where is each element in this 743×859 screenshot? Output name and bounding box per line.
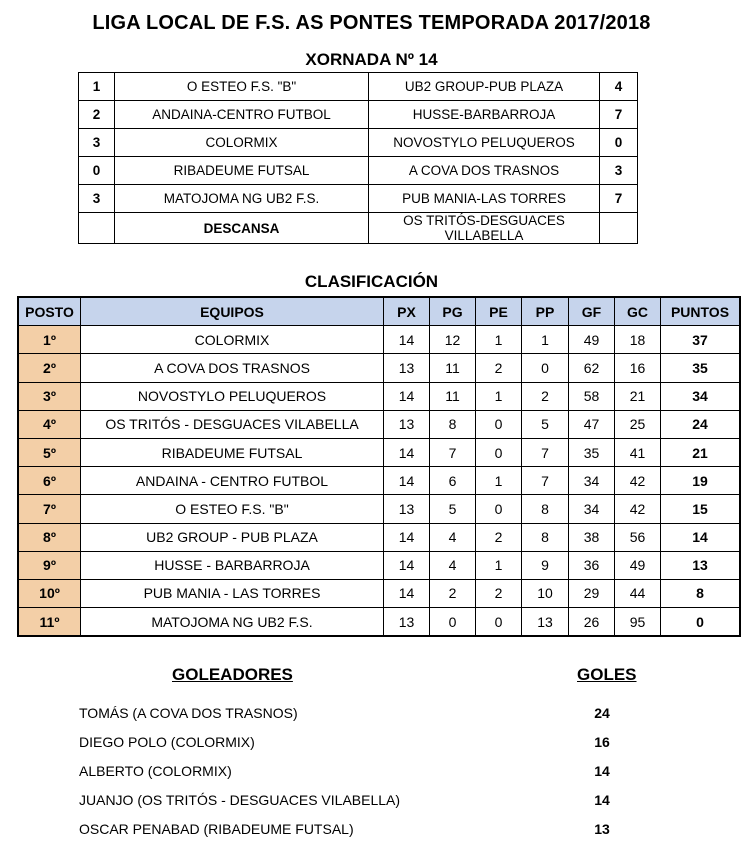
lost: 10	[522, 579, 569, 607]
played: 14	[384, 438, 430, 466]
header-gf: GF	[569, 297, 615, 326]
team-name: COLORMIX	[81, 326, 384, 354]
won: 11	[430, 354, 476, 382]
points: 15	[661, 495, 741, 523]
result-row	[79, 73, 638, 101]
points: 0	[661, 608, 741, 637]
goals-for: 47	[569, 410, 615, 438]
away-team: A COVA DOS TRASNOS	[369, 157, 600, 185]
goals-for: 38	[569, 523, 615, 551]
header-pg: PG	[430, 297, 476, 326]
team-name: UB2 GROUP - PUB PLAZA	[81, 523, 384, 551]
home-team: MATOJOMA NG UB2 F.S.	[115, 185, 369, 213]
standings-row	[18, 410, 740, 438]
drawn: 1	[476, 551, 522, 579]
goals-against: 25	[615, 410, 661, 438]
team-position: 3º	[18, 382, 81, 410]
drawn: 2	[476, 579, 522, 607]
won: 7	[430, 438, 476, 466]
played: 14	[384, 382, 430, 410]
lost: 13	[522, 608, 569, 637]
standings-row	[18, 354, 740, 382]
result-row	[79, 129, 638, 157]
page-title: LIGA LOCAL DE F.S. AS PONTES TEMPORADA 2017/2018	[92, 12, 651, 34]
standings-row	[18, 579, 740, 607]
standings-row	[18, 326, 740, 354]
team-name: ANDAINA - CENTRO FUTBOL	[81, 467, 384, 495]
goals-against: 49	[615, 551, 661, 579]
rest-label: DESCANSA	[115, 213, 369, 244]
played: 14	[384, 523, 430, 551]
away-goals: 4	[600, 73, 638, 101]
drawn: 1	[476, 326, 522, 354]
round-title: XORNADA Nº 14	[305, 50, 438, 69]
header-equipos: EQUIPOS	[81, 297, 384, 326]
standings-row	[18, 438, 740, 466]
scorer-goals: 13	[594, 821, 610, 837]
goals-for: 62	[569, 354, 615, 382]
lost: 8	[522, 523, 569, 551]
team-name: RIBADEUME FUTSAL	[81, 438, 384, 466]
won: 8	[430, 410, 476, 438]
won: 2	[430, 579, 476, 607]
standings-row	[18, 608, 740, 637]
team-name: NOVOSTYLO PELUQUEROS	[81, 382, 384, 410]
points: 8	[661, 579, 741, 607]
lost: 0	[522, 354, 569, 382]
away-goals: 7	[600, 185, 638, 213]
team-position: 8º	[18, 523, 81, 551]
goals-for: 36	[569, 551, 615, 579]
standings-row	[18, 551, 740, 579]
drawn: 1	[476, 467, 522, 495]
away-goals: 0	[600, 129, 638, 157]
goals-against: 21	[615, 382, 661, 410]
scorer-goals: 24	[594, 705, 610, 721]
drawn: 0	[476, 438, 522, 466]
rest-team: OS TRITÓS-DESGUACES VILLABELLA	[369, 213, 600, 244]
lost: 7	[522, 467, 569, 495]
goals-against: 44	[615, 579, 661, 607]
team-name: HUSSE - BARBARROJA	[81, 551, 384, 579]
result-row	[79, 185, 638, 213]
drawn: 2	[476, 354, 522, 382]
lost: 5	[522, 410, 569, 438]
lost: 7	[522, 438, 569, 466]
away-goals: 3	[600, 157, 638, 185]
drawn: 0	[476, 410, 522, 438]
drawn: 2	[476, 523, 522, 551]
goals-against: 95	[615, 608, 661, 637]
goals-against: 16	[615, 354, 661, 382]
away-team: HUSSE-BARBARROJA	[369, 101, 600, 129]
goals-for: 26	[569, 608, 615, 637]
goals-against: 42	[615, 495, 661, 523]
won: 0	[430, 608, 476, 637]
scorer-goals: 16	[594, 734, 610, 750]
standings-header-row	[18, 297, 740, 326]
header-gc: GC	[615, 297, 661, 326]
team-position: 2º	[18, 354, 81, 382]
standings-title: CLASIFICACIÓN	[304, 272, 439, 291]
home-goals: 2	[79, 101, 115, 129]
won: 4	[430, 523, 476, 551]
home-goals: 3	[79, 129, 115, 157]
scorer-goals: 14	[594, 792, 610, 808]
goals-against: 18	[615, 326, 661, 354]
home-team: O ESTEO F.S. "B"	[115, 73, 369, 101]
team-position: 5º	[18, 438, 81, 466]
goals-for: 34	[569, 467, 615, 495]
rest-row	[79, 213, 638, 244]
standings-row	[18, 382, 740, 410]
team-name: MATOJOMA NG UB2 F.S.	[81, 608, 384, 637]
points: 34	[661, 382, 741, 410]
team-position: 1º	[18, 326, 81, 354]
won: 4	[430, 551, 476, 579]
played: 13	[384, 495, 430, 523]
points: 19	[661, 467, 741, 495]
away-team: UB2 GROUP-PUB PLAZA	[369, 73, 600, 101]
points: 21	[661, 438, 741, 466]
result-row	[79, 101, 638, 129]
won: 11	[430, 382, 476, 410]
empty-cell	[600, 213, 638, 244]
points: 24	[661, 410, 741, 438]
team-position: 9º	[18, 551, 81, 579]
scorer-name: JUANJO (OS TRITÓS - DESGUACES VILABELLA)	[79, 792, 401, 808]
standings-row	[18, 495, 740, 523]
drawn: 1	[476, 382, 522, 410]
home-team: COLORMIX	[115, 129, 369, 157]
goals-against: 56	[615, 523, 661, 551]
home-team: RIBADEUME FUTSAL	[115, 157, 369, 185]
goals-for: 35	[569, 438, 615, 466]
result-row	[79, 157, 638, 185]
header-posto: POSTO	[18, 297, 81, 326]
team-name: PUB MANIA - LAS TORRES	[81, 579, 384, 607]
scorer-name: TOMÁS (A COVA DOS TRASNOS)	[79, 705, 298, 721]
scorers-title: GOLEADORES	[172, 665, 293, 684]
goals-for: 49	[569, 326, 615, 354]
won: 12	[430, 326, 476, 354]
team-name: O ESTEO F.S. "B"	[81, 495, 384, 523]
won: 6	[430, 467, 476, 495]
team-position: 6º	[18, 467, 81, 495]
points: 13	[661, 551, 741, 579]
team-position: 11º	[18, 608, 81, 637]
played: 14	[384, 551, 430, 579]
results-table	[78, 72, 638, 244]
away-team: NOVOSTYLO PELUQUEROS	[369, 129, 600, 157]
played: 14	[384, 579, 430, 607]
team-position: 7º	[18, 495, 81, 523]
team-name: A COVA DOS TRASNOS	[81, 354, 384, 382]
scorer-name: OSCAR PENABAD (RIBADEUME FUTSAL)	[79, 821, 354, 837]
standings-row	[18, 523, 740, 551]
played: 13	[384, 608, 430, 637]
points: 35	[661, 354, 741, 382]
scorer-name: ALBERTO (COLORMIX)	[79, 763, 232, 779]
lost: 1	[522, 326, 569, 354]
home-goals: 0	[79, 157, 115, 185]
points: 37	[661, 326, 741, 354]
header-pp: PP	[522, 297, 569, 326]
drawn: 0	[476, 495, 522, 523]
scorer-goals: 14	[594, 763, 610, 779]
goals-for: 29	[569, 579, 615, 607]
points: 14	[661, 523, 741, 551]
played: 14	[384, 326, 430, 354]
header-px: PX	[384, 297, 430, 326]
standings-row	[18, 467, 740, 495]
lost: 9	[522, 551, 569, 579]
scorer-name: DIEGO POLO (COLORMIX)	[79, 734, 255, 750]
empty-cell	[79, 213, 115, 244]
goals-for: 34	[569, 495, 615, 523]
home-goals: 1	[79, 73, 115, 101]
away-goals: 7	[600, 101, 638, 129]
goals-for: 58	[569, 382, 615, 410]
header-pe: PE	[476, 297, 522, 326]
standings-table	[17, 296, 741, 637]
drawn: 0	[476, 608, 522, 637]
home-team: ANDAINA-CENTRO FUTBOL	[115, 101, 369, 129]
won: 5	[430, 495, 476, 523]
lost: 8	[522, 495, 569, 523]
team-position: 4º	[18, 410, 81, 438]
team-position: 10º	[18, 579, 81, 607]
goals-title: GOLES	[577, 665, 637, 684]
lost: 2	[522, 382, 569, 410]
played: 13	[384, 410, 430, 438]
goals-against: 41	[615, 438, 661, 466]
header-puntos: PUNTOS	[661, 297, 741, 326]
played: 13	[384, 354, 430, 382]
away-team: PUB MANIA-LAS TORRES	[369, 185, 600, 213]
played: 14	[384, 467, 430, 495]
home-goals: 3	[79, 185, 115, 213]
team-name: OS TRITÓS - DESGUACES VILABELLA	[81, 410, 384, 438]
goals-against: 42	[615, 467, 661, 495]
